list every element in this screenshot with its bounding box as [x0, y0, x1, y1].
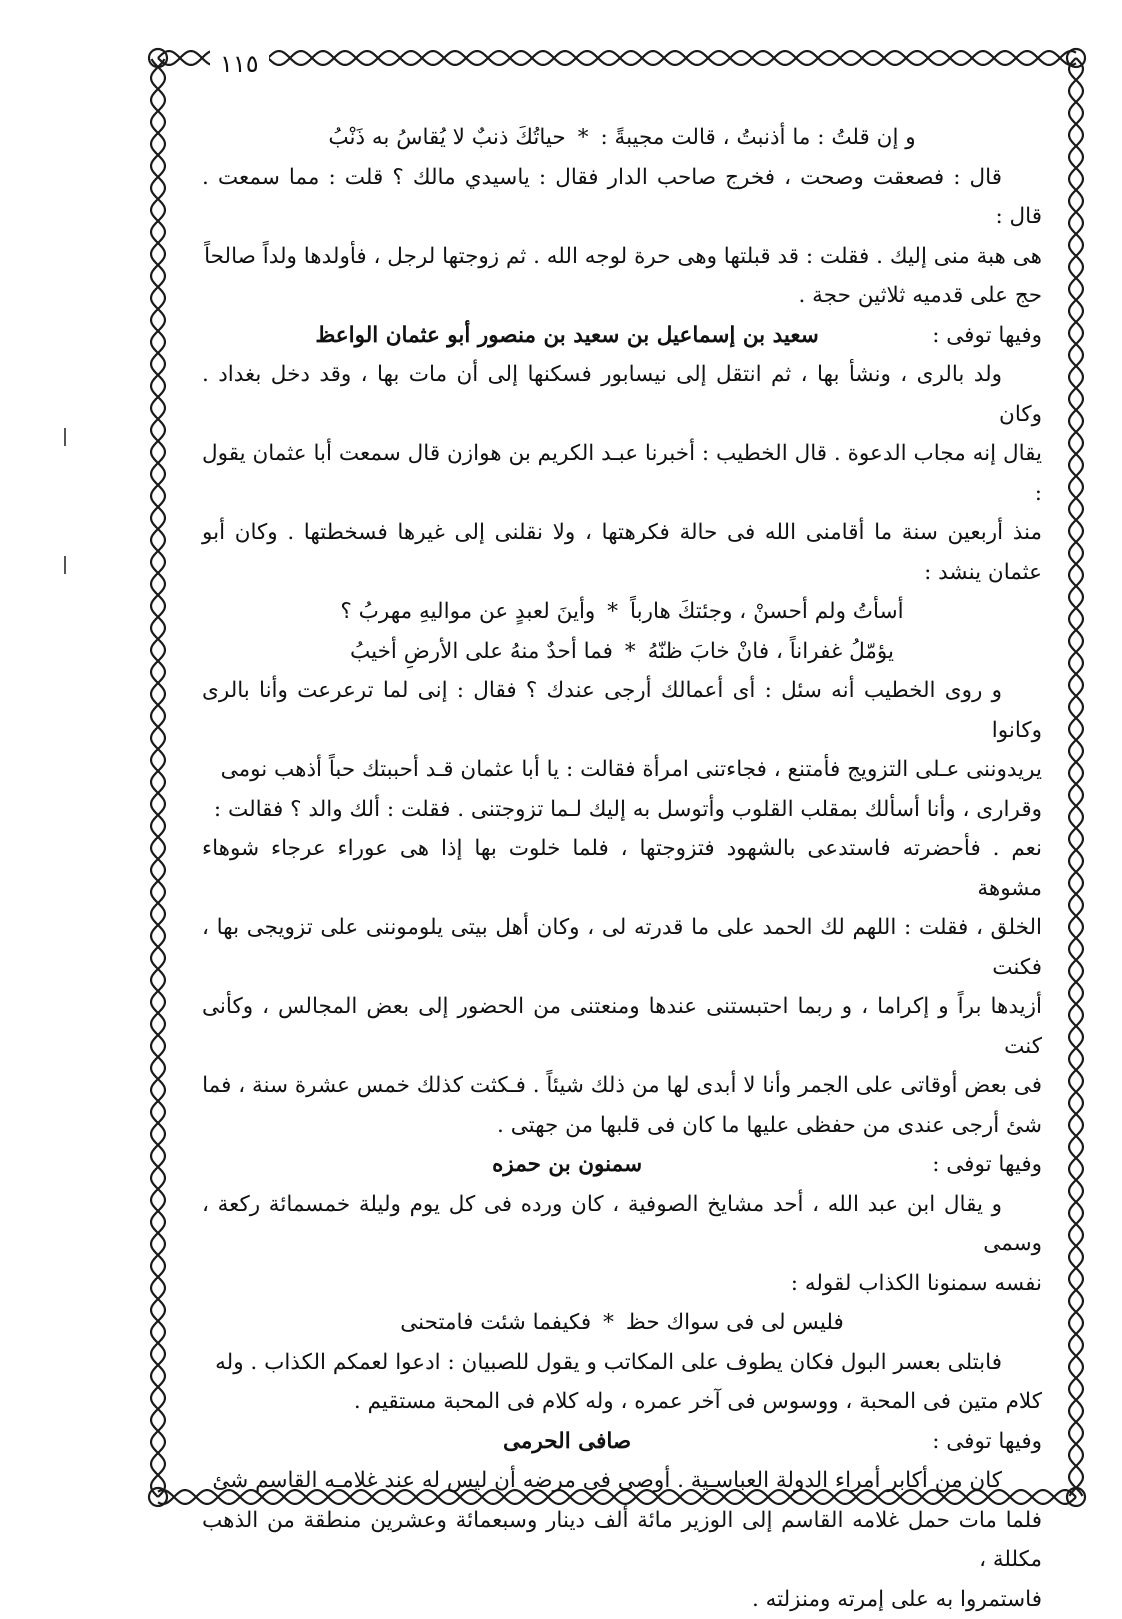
- page-frame: [140, 40, 1094, 1515]
- poem-line: [202, 118, 1042, 158]
- text-line: كلام متين فى المحبة ، ووسوس فى آخر عمره ، وله كلام فى المحبة مستقيم .: [202, 1382, 1042, 1422]
- verse-separator: *: [591, 1310, 626, 1335]
- text-line: ولد بالرى ، ونشأ بها ، ثم انتقل إلى نيسابور فسكنها إلى أن مات بها ، وقد دخل بغداد . وكان: [202, 355, 1042, 434]
- verse-separator: *: [566, 125, 601, 150]
- obituary-heading: [202, 316, 1042, 356]
- text-line: قال : فصعقت وصحت ، فخرج صاحب الدار فقال : ياسيدي مالك ؟ قلت : مما سمعت . قال :: [202, 158, 1042, 237]
- text-line: فى بعض أوقاتى على الجمر وأنا لا أبدى لها من ذلك شيئاً . فـكثت كذلك خمس عشرة سنة ، فما: [202, 1066, 1042, 1106]
- text-line: و روى الخطيب أنه سئل : أى أعمالك أرجى عندك ؟ فقال : إنى لما ترعرعت وأنا بالرى وكانوا: [202, 671, 1042, 750]
- heading-lead: وفيها توفى :: [932, 1422, 1042, 1462]
- hemistich: أسأتُ ولم أحسنْ ، وجئتكَ هارباً: [630, 599, 904, 624]
- margin-mark: [64, 428, 66, 446]
- hemistich: يؤمّلُ غفراناً ، فانْ خابَ ظنّهُ: [648, 639, 894, 664]
- heading-lead: وفيها توفى :: [932, 316, 1042, 356]
- text-line: فابتلى بعسر البول فكان يطوف على المكاتب و يقول للصبيان : ادعوا لعمكم الكذاب . وله: [202, 1343, 1042, 1383]
- text-line: فلما مات حمل غلامه القاسم إلى الوزير مائة ألف دينار وسبعمائة وعشرين منطقة من الذهب مكللة ،: [202, 1501, 1042, 1580]
- verse-separator: *: [613, 639, 648, 664]
- margin-mark: [64, 556, 66, 574]
- hemistich: فما أحدٌ منهُ على الأرضِ أخيبُ: [350, 639, 613, 664]
- page-body: [202, 118, 1042, 1448]
- heading-lead: وفيها توفى :: [932, 1145, 1042, 1185]
- text-line: نفسه سمنونا الكذاب لقوله :: [202, 1264, 1042, 1304]
- text-line: فاستمروا به على إمرته ومنزلته .: [202, 1580, 1042, 1619]
- hemistich: وأينَ لعبدٍ عن مواليهِ مهربُ ؟: [340, 599, 595, 624]
- text-line: وقرارى ، وأنا أسألك بمقلب القلوب وأتوسل به إليك لـما تزوجتنى . فقلت : ألك والد ؟ فقالت :: [202, 790, 1042, 830]
- heading-name: سمنون بن حمزه: [202, 1145, 932, 1185]
- verse-separator: *: [595, 599, 630, 624]
- text-line: أزيدها براً و إكراما ، و ربما احتبستنى عندها ومنعتنى من الحضور إلى بعض المجالس ، وكأنى كنت: [202, 987, 1042, 1066]
- poem-line: [202, 632, 1042, 672]
- text-line: يريدوننى عـلى التزويج فأمتنع ، فجاءتنى امرأة فقالت : يا أبا عثمان قـد أحببتك حباً أذهب نومى: [202, 750, 1042, 790]
- text-line: حج على قدميه ثلاثين حجة .: [202, 276, 1042, 316]
- text-line: نعم . فأحضرته فاستدعى بالشهود فتزوجتها ، فلما خلوت بها إذا هى عوراء عرجاء شوهاء مشوهة: [202, 829, 1042, 908]
- text-line: و يقال ابن عبد الله ، أحد مشايخ الصوفية ، كان ورده فى كل يوم وليلة خمسمائة ركعة ، وسمى: [202, 1185, 1042, 1264]
- hemistich: فكيفما شئت فامتحنى: [400, 1310, 591, 1335]
- hemistich: حياتُكَ ذنبٌ لا يُقاسُ به ذَنْبُ: [328, 125, 565, 150]
- text-line: منذ أربعين سنة ما أقامنى الله فى حالة فكرهتها ، ولا نقلنى إلى غيرها فسخطتها . وكان أبو عثمان ينشد :: [202, 513, 1042, 592]
- text-line: هى هبة منى إليك . فقلت : قد قبلتها وهى حرة لوجه الله . ثم زوجتها لرجل ، فأولدها ولداً صالحاً: [202, 237, 1042, 277]
- hemistich: و إن قلتُ : ما أذنبتُ ، قالت مجيبةً :: [600, 125, 915, 150]
- obituary-heading: [202, 1422, 1042, 1462]
- heading-name: سعيد بن إسماعيل بن سعيد بن منصور أبو عثمان الواعظ: [202, 316, 932, 356]
- text-line: يقال إنه مجاب الدعوة . قال الخطيب : أخبرنا عبـد الكريم بن هوازن قال سمعت أبا عثمان يقول :: [202, 434, 1042, 513]
- obituary-heading: [202, 1145, 1042, 1185]
- poem-line: [202, 592, 1042, 632]
- page-number: ١١٥: [210, 50, 269, 78]
- poem-line: [202, 1303, 1042, 1343]
- text-line: كان من أكابر أمراء الدولة العباسـية . أوصى فى مرضه أن ليس له عند غلامـه القاسم شئ: [202, 1461, 1042, 1501]
- text-line: شئ أرجى عندى من حفظى عليها ما كان فى قلبها من جهتى .: [202, 1106, 1042, 1146]
- text-line: الخلق ، فقلت : اللهم لك الحمد على ما قدرته لى ، وكان أهل بيتى يلوموننى على تزويجى بها ، فكنت: [202, 908, 1042, 987]
- hemistich: فليس لى فى سواك حظ: [626, 1310, 844, 1335]
- heading-name: صافى الحرمى: [202, 1422, 932, 1462]
